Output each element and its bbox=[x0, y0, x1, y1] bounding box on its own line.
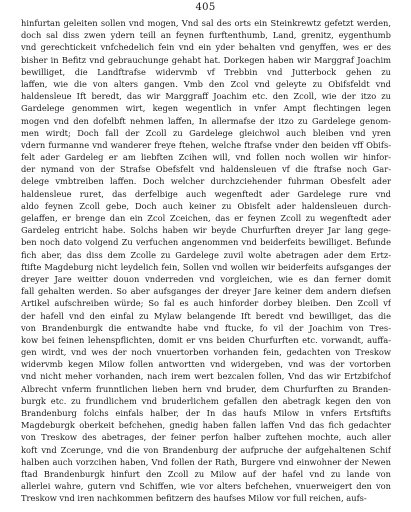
text-line: Artikel aufschreiben würde; So fal es auch hinforder dorbey bleiben. Den Zcoll vf bbox=[21, 298, 391, 309]
text-line: ftad Brandenburgk hinfurt den Zcoll zu Milow auf der hafel vnd zu lande von bbox=[21, 468, 391, 479]
text-line: Brandenburg folchs einfals halber, der In das haufs Milow in vnfers Ertsftifts bbox=[21, 408, 391, 418]
text-line: Albrecht vnferm frunntlichen lieben hern vnd bruder, dem Churfurften zu Branden- bbox=[21, 383, 391, 394]
text-line: fall gehalten werden. So aber aufsganges der dreyer Jare keiner dem andern diefsen bbox=[21, 286, 391, 297]
page-number: 405 bbox=[195, 2, 216, 13]
text-line: Magdeburgk oberkeit befchehen, gnedig haben fallen laffen Vnd das fich gedachter bbox=[21, 420, 391, 431]
text-line: ftifte Magdeburg nicht leydelich fein, Sollen vnd wollen wir beiderfeits aufsganges der bbox=[21, 261, 391, 272]
text-line: von Brandenburgk die entwandte habe vnd ftucke, fo vil der Joachim von Tres- bbox=[21, 322, 391, 333]
text-line: vnd gerechtickeit vnfchedelich fein vnd ein yder behalten vnd genyffen, wes er des bbox=[21, 42, 391, 53]
text-line: doch sal diss zwen ydern teill an feynen furftenthumb, Land, grenitz, eygenthumb bbox=[21, 30, 391, 41]
text-line: ben noch dato volgend Zu verfuchen angenommen vnd beiderfeits bewilliget. Befunde bbox=[21, 237, 391, 248]
text-line: fich aber, das diss dem Zcolle zu Gardelege zuvil wolte abetragen ader dem Ertz- bbox=[21, 249, 391, 260]
text-line: bisher in Befitz vnd gebrauchunge gehabt hat. Dorkegen haben wir Marggraf Joachim bbox=[21, 54, 391, 65]
text-line: gen wirdt, vnd wes der noch vnuertorben vorhanden fein, gedachten von Treskow bbox=[21, 347, 391, 358]
text-line: aldo feynen Zcoll gebe, Doch auch keiner zu Obisfelt ader haldensleuen durch- bbox=[21, 200, 391, 211]
text-line: halben auch vorzcihen haben, Vnd follen der Rath, Burgere vnd einwohner der Newen bbox=[21, 456, 391, 467]
text-line: mogen vnd den dofelbft nehmen laffen, In allermafse der itzo zu Gardelege genom- bbox=[21, 115, 391, 126]
text-line: Treskow vnd iren nachkommen befitzern des haufses Milow vor full reichen, aufs- bbox=[21, 493, 367, 504]
text-line: felt ader Gardeleg er am liebften Zcihen will, vnd follen noch wollen wir hinfor- bbox=[21, 152, 391, 163]
text-line: men wirdt; Doch fall der Zcoll zu Gardelege gleichwol auch bleiben vnd yren bbox=[21, 127, 391, 138]
text-line: allerlei wahre, gutern vnd Schiffen, wie vor alters befchehen, vnuerweigert den von bbox=[21, 481, 391, 492]
text-line: widervmb kegen Milow follen antwortten vnd widergeben, vnd was der vortorben bbox=[21, 359, 391, 370]
text-line: haldensleue Ift beredt, das wir Marggraff Joachim etc. den Zcoll, wie der itzo zu bbox=[21, 91, 391, 102]
text-line: koft vnd Zcerunge, vnd die von Brandenburg der aufpruche der aufgehaltenen Schif bbox=[21, 444, 391, 455]
text-line: dreyer Jare weitter douon vnderreden vnd vorgleichen, wie es dan ferner domit bbox=[21, 273, 391, 284]
text-line: Gardelege genommen wirt, kegen wegentlich in vnfer Ampt flechtingen legen bbox=[21, 103, 391, 114]
text-line: bewilliget, die Landftrafse widervmb vf Trebbin vnd Jutterbock gehen zu bbox=[21, 66, 391, 77]
text-line: kow bei feinen lehenspflichten, domit er vns beiden Churfurften etc. vorwandt, auffa- bbox=[21, 334, 391, 345]
text-line: der nymand von der Strafse Obefsfelt vnd haldensleuen vf die ftrafse noch Gar- bbox=[21, 164, 391, 175]
text-line: gelaffen, er brenge dan ein Zcol Zceichen, das er feynen Zcoll zu wegenftedt ader bbox=[21, 213, 391, 223]
text-line: vnd nicht meher vorhanden, nach irem wert bezcalen follen, Vnd das wir Ertzbifchof bbox=[21, 371, 391, 382]
text-line: der hafell vnd den einfal zu Mylaw belangende Ift beredt vnd bewilliget, das die bbox=[21, 310, 391, 321]
text-line: delege vmbtreiben laffen. Doch welcher durchzciehender fuhrman Obesfelt ader bbox=[21, 176, 391, 187]
text-line: von Treskow des abetrages, der feiner perfon halber zuftehen mochte, auch aller bbox=[21, 432, 391, 443]
text-line: vdern furmanne vnd wanderer freye ftehen, welche ftrafse vnder den beiden vff Obifs- bbox=[21, 139, 391, 150]
text-line: laffen, wie die von alters gangen. Vmb den Zcol vnd geleyte zu Obifsfeldt vnd bbox=[21, 78, 391, 89]
body-text bbox=[21, 17, 391, 505]
text-line: haldensleue ruret, das derfelbige auch wegenftedt ader Gardelege rure vnd bbox=[21, 188, 391, 199]
text-line: burgk etc. zu frundlichem vnd bruderlichem gefallen den abetragk kegen den von bbox=[21, 395, 391, 406]
text-line: Gardeleg entricht habe. Solchs haben wir beyde Churfurften dreyer Jar lang gege- bbox=[21, 225, 391, 236]
text-line: hinfurtan geleiten sollen vnd mogen, Vnd sal des orts ein Steinkrewtz gefetzt werden, bbox=[21, 18, 391, 28]
